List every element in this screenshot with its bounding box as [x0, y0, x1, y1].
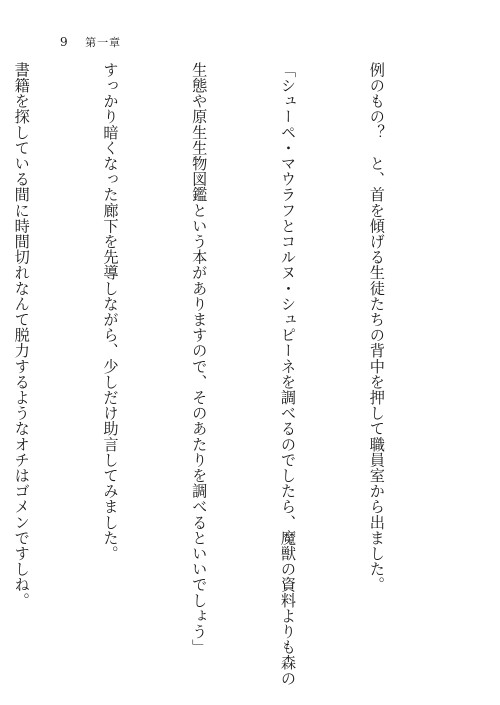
text-line: 生態や原生生物図鑑という本がありますので、そのあたりを調べるといいでしょう」	[190, 62, 209, 655]
text-line: 書籍を探している間に時間切れなんて脱力するようなオチはゴメンですしね。	[12, 62, 31, 608]
text-line: すっかり暗くなった廊下を先導しながら、少しだけ助言してみました。	[101, 62, 120, 562]
text-line: 「シューペ・マウラフとコルヌ・シュピーネを調べるのでしたら、魔獣の資料よりも森の	[279, 62, 298, 686]
chapter-title: 第一章	[85, 36, 122, 49]
running-header	[60, 34, 121, 50]
text-line: 例のもの？ と、首を傾げる生徒たちの背中を押して職員室から出ました。	[367, 62, 386, 593]
page-number: 9	[60, 35, 69, 49]
body-text	[0, 62, 450, 686]
